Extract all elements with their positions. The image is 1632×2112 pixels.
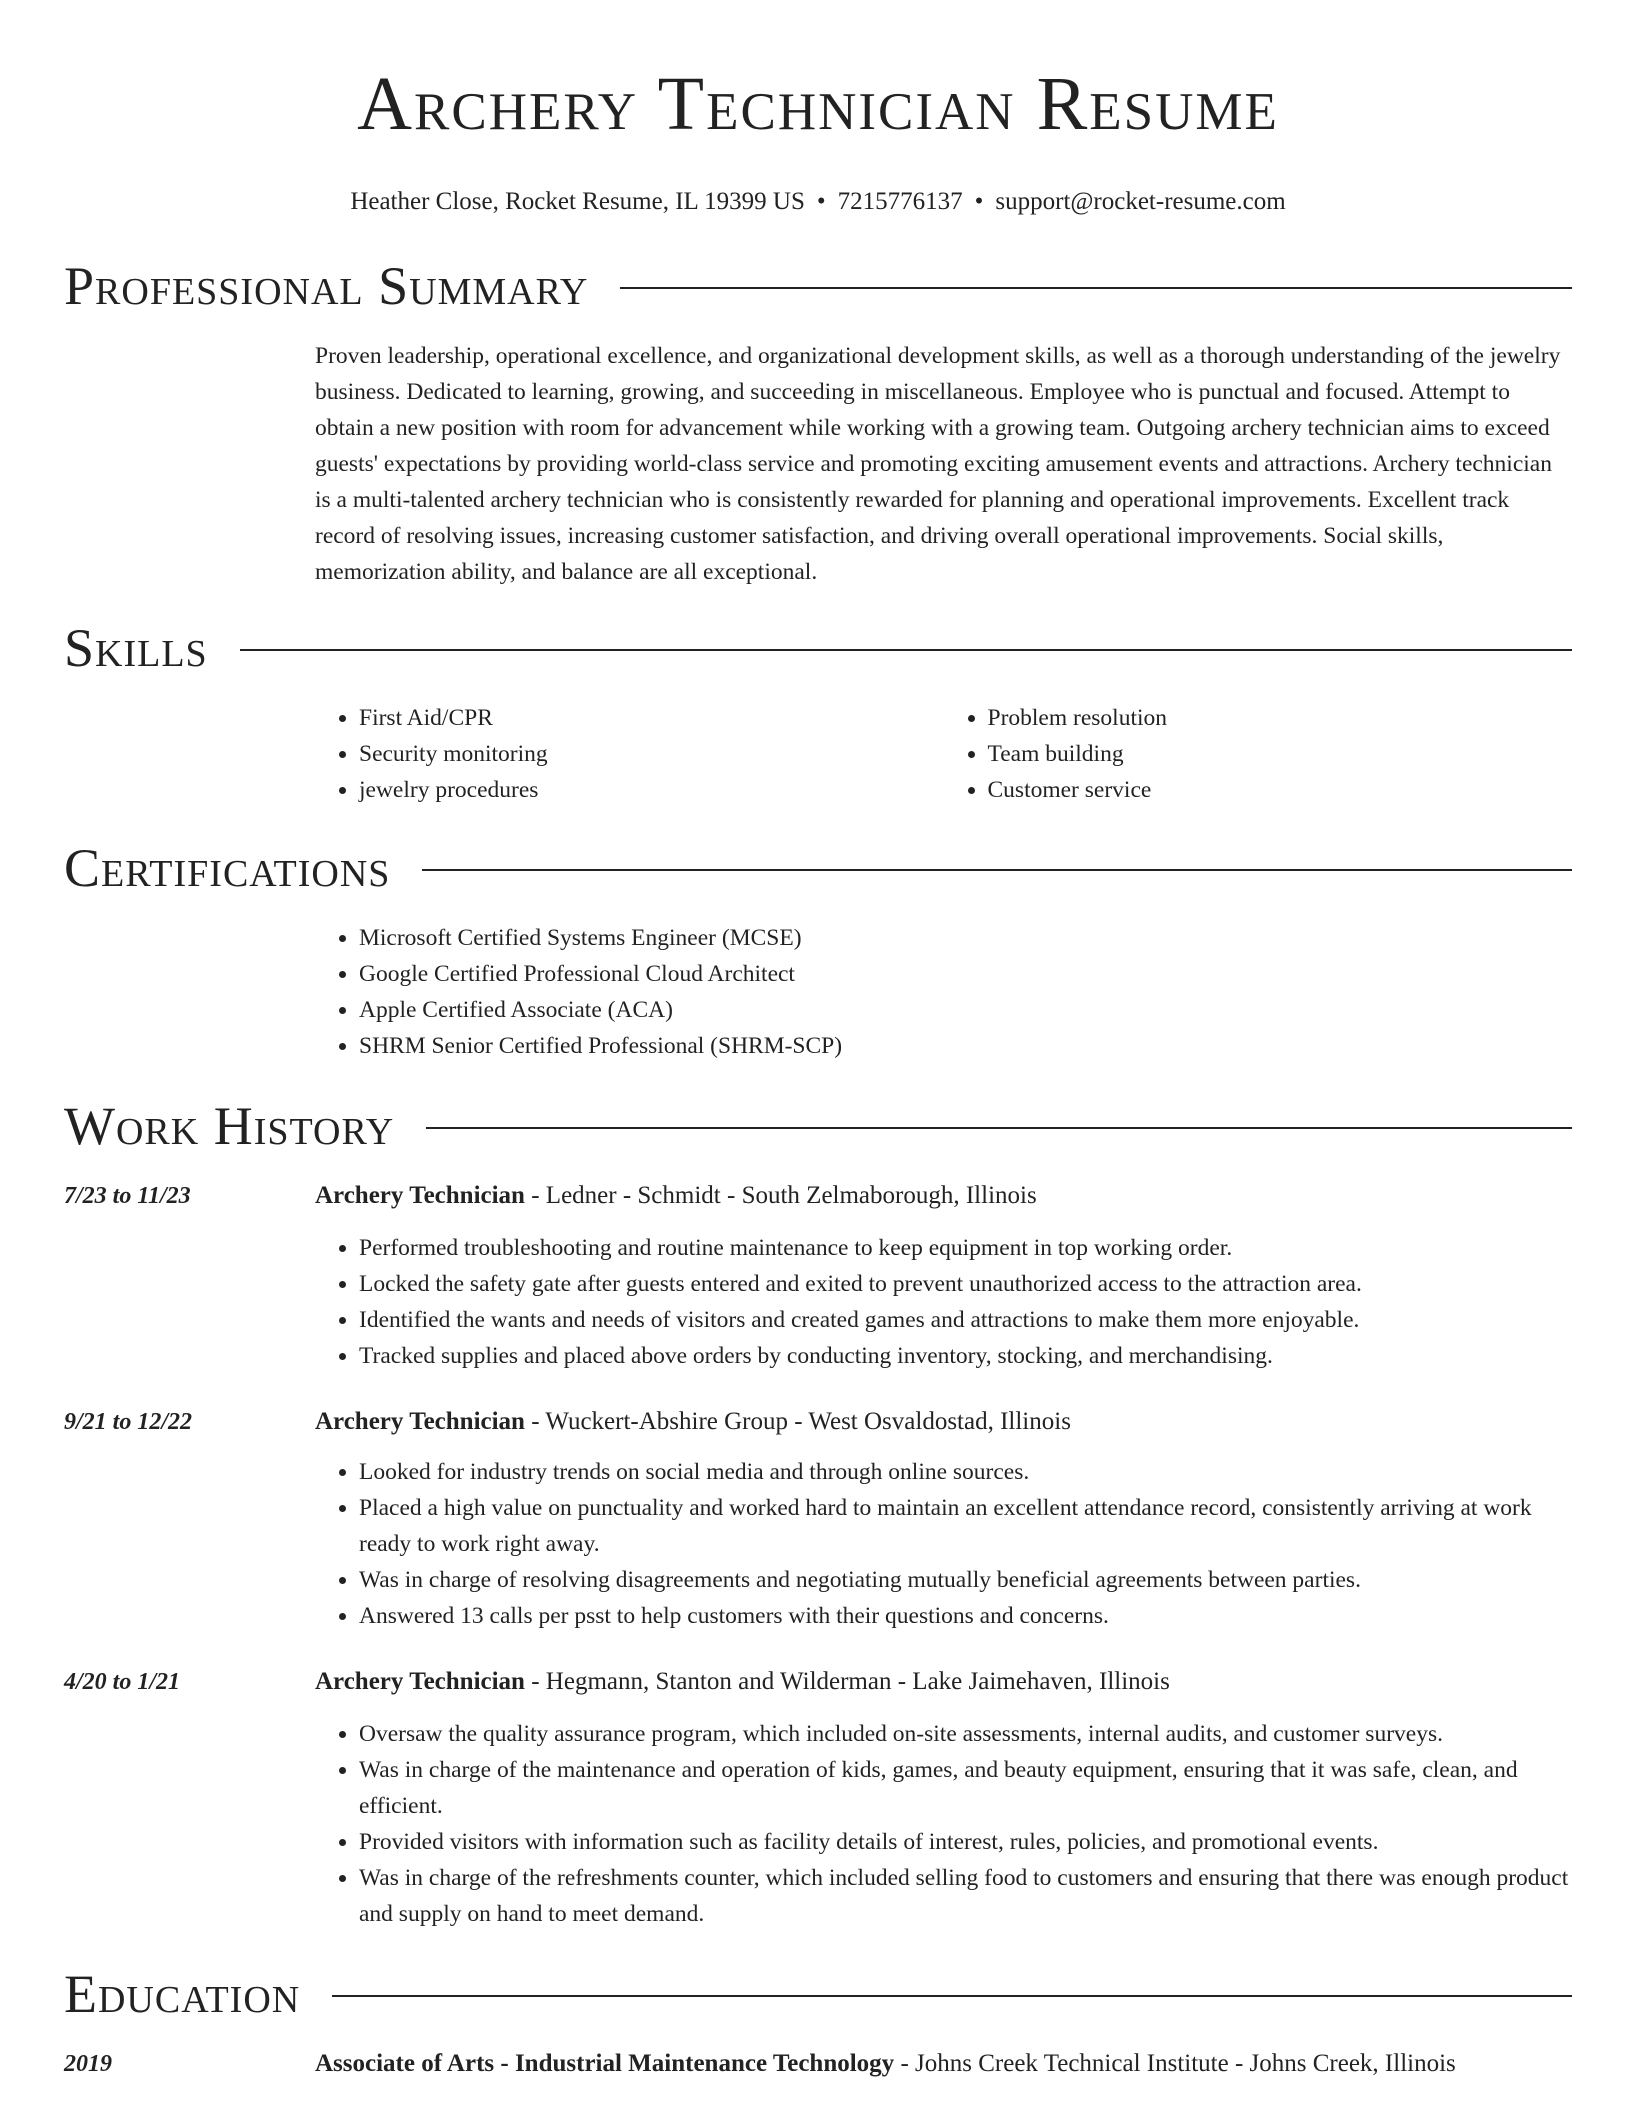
- job-bullet: • Identified the wants and needs of visitors and created games and attractions to make them more enjoyable.: [359, 1302, 1572, 1338]
- job-bullet: • Placed a high value on punctuality and worked hard to maintain an excellent attendance record, consistently arriving at work ready to work right away.: [359, 1490, 1572, 1562]
- job-bullet: • Looked for industry trends on social media and through online sources.: [359, 1454, 1572, 1490]
- job-bullet: • Performed troubleshooting and routine maintenance to keep equipment in top working order.: [359, 1230, 1572, 1266]
- job-entry: [64, 1178, 1572, 1374]
- job-employer: - Wuckert-Abshire Group - West Osvaldostad, Illinois: [524, 1408, 1071, 1435]
- work-history-heading: Work History: [64, 1096, 395, 1156]
- education-year: 2019: [64, 2051, 112, 2077]
- section-header: [64, 1096, 1572, 1156]
- job-bullet: • Provided visitors with information such as facility details of interest, rules, policies, and promotional events.: [359, 1824, 1572, 1860]
- section-divider: [332, 1995, 1572, 1997]
- skill-item: • Security monitoring: [359, 736, 944, 772]
- section-divider: [620, 287, 1572, 289]
- skills-heading: Skills: [64, 618, 208, 678]
- skill-item: • Customer service: [988, 772, 1573, 808]
- job-dates: 9/21 to 12/22: [64, 1409, 193, 1435]
- job-employer: - Ledner - Schmidt - South Zelmaborough, Illinois: [524, 1182, 1037, 1209]
- education-body: [64, 2046, 1572, 2082]
- job-title: Archery Technician: [315, 1668, 525, 1695]
- job-employer: - Hegmann, Stanton and Wilderman - Lake Jaimehaven, Illinois: [524, 1668, 1170, 1695]
- skills-section: [64, 618, 1572, 808]
- skills-list-right: [944, 700, 1573, 808]
- job-bullets: [315, 1230, 1572, 1374]
- job-details: [315, 1178, 1572, 1374]
- job-header: [315, 1404, 1572, 1440]
- education-header: [315, 2046, 1572, 2082]
- skill-item: • Problem resolution: [988, 700, 1573, 736]
- job-dates: 4/20 to 1/21: [64, 1669, 181, 1695]
- contact-separator: •: [974, 188, 984, 215]
- education-school: - Johns Creek Technical Institute - Johns Creek, Illinois: [894, 2050, 1456, 2077]
- job-details: [315, 1664, 1572, 1932]
- skill-item: • First Aid/CPR: [359, 700, 944, 736]
- certification-item: • SHRM Senior Certified Professional (SHRM-SCP): [359, 1028, 1572, 1064]
- job-entry: [64, 1404, 1572, 1634]
- certification-item: • Microsoft Certified Systems Engineer (MCSE): [359, 920, 1572, 956]
- job-header: [315, 1178, 1572, 1214]
- education-heading: Education: [64, 1964, 301, 2024]
- summary-body: [315, 338, 1572, 590]
- job-bullet: • Was in charge of the maintenance and operation of kids, games, and beauty equipment, ensuring that it was safe, clean, and efficient.: [359, 1752, 1572, 1824]
- certifications-heading: Certifications: [64, 838, 391, 898]
- contact-phone: 7215776137: [837, 188, 963, 215]
- summary-section: [64, 256, 1572, 590]
- summary-heading: Professional Summary: [64, 256, 589, 316]
- skill-item: • jewelry procedures: [359, 772, 944, 808]
- section-header: [64, 1964, 1572, 2024]
- job-bullet: • Was in charge of resolving disagreements and negotiating mutually beneficial agreements between parties.: [359, 1562, 1572, 1598]
- section-header: [64, 838, 1572, 898]
- contact-separator: •: [816, 188, 826, 215]
- section-divider: [240, 649, 1572, 651]
- job-bullet: • Answered 13 calls per psst to help customers with their questions and concerns.: [359, 1598, 1572, 1634]
- skills-list-left: [315, 700, 944, 808]
- job-title: Archery Technician: [315, 1182, 525, 1209]
- job-entry: [64, 1664, 1572, 1932]
- job-bullets: [315, 1716, 1572, 1932]
- job-details: [315, 1404, 1572, 1634]
- certifications-list: [315, 920, 1572, 1064]
- section-divider: [422, 869, 1572, 871]
- job-bullet: • Locked the safety gate after guests entered and exited to prevent unauthorized access to the attraction area.: [359, 1266, 1572, 1302]
- job-dates: 7/23 to 11/23: [64, 1183, 191, 1209]
- job-title: Archery Technician: [315, 1408, 525, 1435]
- section-header: [64, 256, 1572, 316]
- skill-item: • Team building: [988, 736, 1573, 772]
- job-bullet: • Oversaw the quality assurance program, which included on-site assessments, internal audits, and customer surveys.: [359, 1716, 1572, 1752]
- contact-email: support@rocket-resume.com: [995, 188, 1286, 215]
- work-history-section: [64, 1096, 1572, 1932]
- skills-body: [315, 700, 1572, 808]
- job-header: [315, 1664, 1572, 1700]
- certifications-body: [315, 920, 1572, 1064]
- section-divider: [426, 1127, 1572, 1129]
- certification-item: • Apple Certified Associate (ACA): [359, 992, 1572, 1028]
- contact-line: [64, 186, 1572, 218]
- certification-item: • Google Certified Professional Cloud Architect: [359, 956, 1572, 992]
- education-degree: Associate of Arts - Industrial Maintenance Technology: [315, 2050, 895, 2077]
- certifications-section: [64, 838, 1572, 1064]
- education-entry: [64, 2046, 1572, 2082]
- resume-title: Archery Technician Resume: [357, 62, 1279, 146]
- job-bullets: [315, 1454, 1572, 1634]
- work-history-body: [64, 1178, 1572, 1932]
- education-section: [64, 1964, 1572, 2082]
- summary-text: Proven leadership, operational excellence, and organizational development skills, as well as a thorough understanding of the jewelry business. Dedicated to learning, growing, and succeeding in miscellaneous. Employee who is punctual and focused. Attempt to obtain a new position with room for advancement while working with a growing team. Outgoing archery technician aims to exceed guests' expectations by providing world-class service and promoting exciting amusement events and attractions. Archery technician is a multi-talented archery technician who is consistently rewarded for planning and operational improvements. Excellent track record of resolving issues, increasing customer satisfaction, and driving overall operational improvements. Social skills, memorization ability, and balance are all exceptional.: [315, 343, 1561, 585]
- section-header: [64, 618, 1572, 678]
- job-bullet: • Was in charge of the refreshments counter, which included selling food to customers and ensuring that there was enough product and supply on hand to meet demand.: [359, 1860, 1572, 1932]
- education-details: [315, 2046, 1572, 2082]
- contact-address: Heather Close, Rocket Resume, IL 19399 US: [350, 188, 805, 215]
- job-bullet: • Tracked supplies and placed above orders by conducting inventory, stocking, and merchandising.: [359, 1338, 1572, 1374]
